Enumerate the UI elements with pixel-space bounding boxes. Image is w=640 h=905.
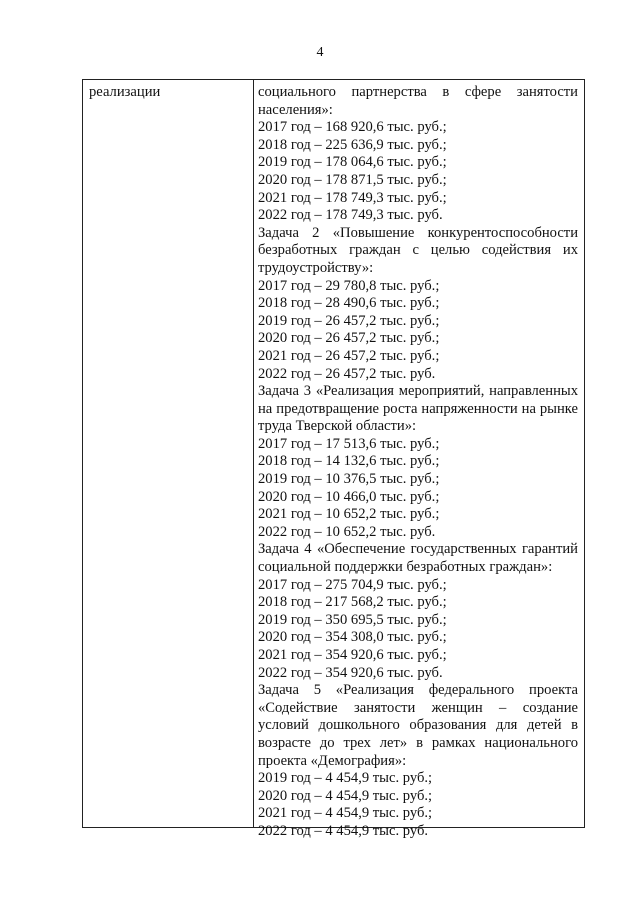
- document-table: [82, 79, 585, 839]
- text-line: 2019 год – 26 457,2 тыс. руб.;: [258, 312, 440, 329]
- text-line: населения»:: [258, 101, 333, 118]
- text-line: 2021 год – 354 920,6 тыс. руб.;: [258, 647, 447, 663]
- text-line: 2019 год – 178 064,6 тыс. руб.;: [258, 154, 447, 171]
- text-line: 2021 год – 26 457,2 тыс. руб.;: [258, 347, 440, 364]
- text-line: трудоустройству»:: [258, 259, 374, 276]
- text-line: 2020 год – 10 466,0 тыс. руб.;: [258, 488, 440, 505]
- text-line: социальной поддержки безработных граждан»:: [258, 559, 553, 576]
- text-line: 2020 год – 354 308,0 тыс. руб.;: [258, 629, 447, 646]
- text-line: проекта «Демография»:: [258, 752, 407, 769]
- text-line: 2022 год – 4 454,9 тыс. руб.: [258, 822, 429, 839]
- text-line: 2018 год – 28 490,6 тыс. руб.;: [258, 295, 440, 312]
- text-line: «Содействие занятости женщин – создание: [258, 699, 578, 716]
- text-line: 2021 год – 4 454,9 тыс. руб.;: [258, 805, 433, 822]
- text-line: безработных граждан с целью содействия их: [258, 242, 578, 259]
- text-line: 2018 год – 217 568,2 тыс. руб.;: [258, 594, 447, 611]
- text-line: социального партнерства в сфере занятости: [258, 84, 578, 100]
- text-line: 2022 год – 26 457,2 тыс. руб.: [258, 365, 436, 382]
- text-line: 2021 год – 178 749,3 тыс. руб.;: [258, 189, 447, 206]
- text-line: Задача 5 «Реализация федерального проекта: [258, 682, 578, 699]
- left-cell-label: реализации: [89, 84, 161, 100]
- text-line: Задача 2 «Повышение конкурентоспособности: [258, 224, 578, 241]
- text-line: условий дошкольного образования для детей в: [258, 717, 578, 734]
- text-line: 2020 год – 178 871,5 тыс. руб.;: [258, 171, 447, 188]
- text-line: 2022 год – 10 652,2 тыс. руб.: [258, 523, 436, 540]
- text-line: на предотвращение роста напряженности на рынке: [258, 400, 578, 417]
- text-line: 2017 год – 275 704,9 тыс. руб.;: [258, 576, 447, 593]
- text-line: 2022 год – 354 920,6 тыс. руб.: [258, 664, 443, 681]
- text-line: 2022 год – 178 749,3 тыс. руб.: [258, 207, 443, 224]
- page-number: 4: [316, 45, 324, 60]
- text-line: 2020 год – 26 457,2 тыс. руб.;: [258, 330, 440, 347]
- text-line: труда Тверской области»:: [258, 418, 417, 435]
- text-line: 2019 год – 4 454,9 тыс. руб.;: [258, 770, 433, 787]
- text-line: 2018 год – 14 132,6 тыс. руб.;: [258, 453, 440, 470]
- right-cell-content: [258, 84, 578, 841]
- column-divider: [253, 80, 254, 827]
- text-line: 2019 год – 350 695,5 тыс. руб.;: [258, 611, 447, 628]
- text-line: 2021 год – 10 652,2 тыс. руб.;: [258, 506, 440, 523]
- text-line: 2017 год – 168 920,6 тыс. руб.;: [258, 119, 447, 136]
- text-line: 2019 год – 10 376,5 тыс. руб.;: [258, 471, 440, 488]
- text-line: 2020 год – 4 454,9 тыс. руб.;: [258, 787, 433, 804]
- text-line: Задача 3 «Реализация мероприятий, направленных: [258, 383, 578, 400]
- text-line: 2018 год – 225 636,9 тыс. руб.;: [258, 136, 447, 153]
- text-line: Задача 4 «Обеспечение государственных гарантий: [258, 541, 578, 558]
- text-line: 2017 год – 17 513,6 тыс. руб.;: [258, 435, 440, 452]
- text-line: 2017 год – 29 780,8 тыс. руб.;: [258, 277, 440, 294]
- text-line: возрасте до трех лет» в рамках национального: [258, 734, 578, 751]
